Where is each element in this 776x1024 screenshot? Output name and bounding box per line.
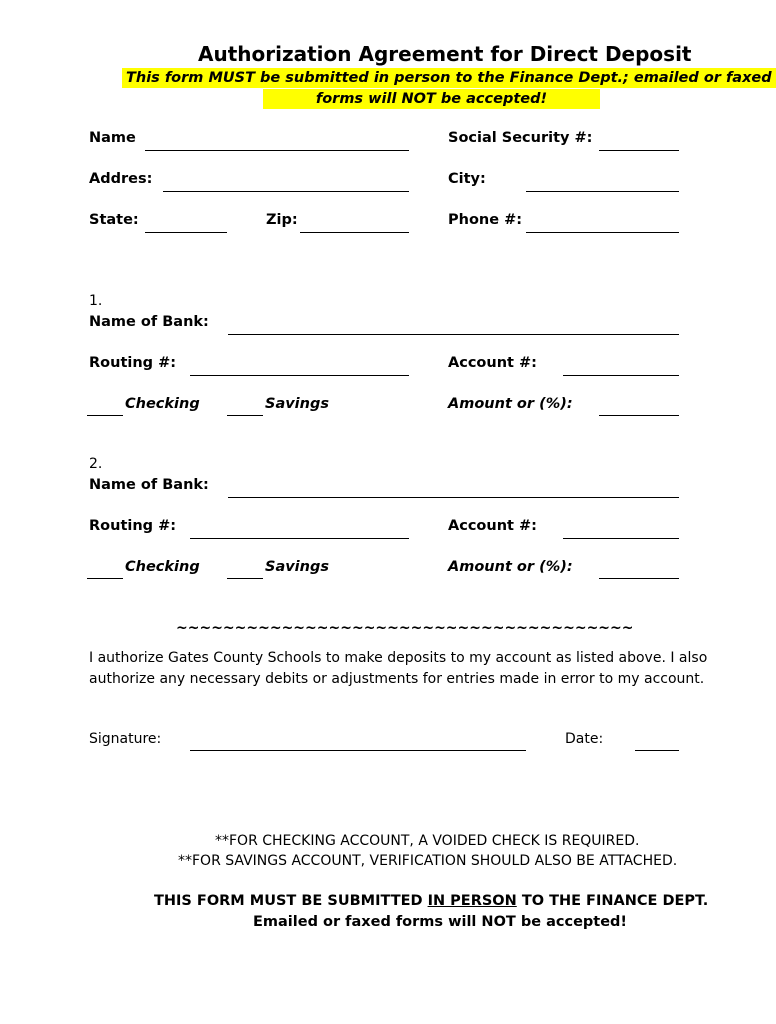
- bank-2-routing-label: Routing #:: [89, 518, 177, 534]
- footer-line-1-pre: THIS FORM MUST BE SUBMITTED: [154, 893, 428, 909]
- state-label: State:: [89, 212, 139, 228]
- footer-line-1-underlined: IN PERSON: [427, 893, 517, 909]
- bank-2-amount-field[interactable]: [599, 578, 679, 579]
- city-field[interactable]: [526, 191, 679, 192]
- bank-2-account-field[interactable]: [563, 538, 679, 539]
- bank-1-routing-label: Routing #:: [89, 355, 177, 371]
- bank-2-amount-label: Amount or (%):: [448, 559, 573, 575]
- bank-1-amount-field[interactable]: [599, 415, 679, 416]
- bank-1-savings-label: Savings: [265, 396, 329, 412]
- name-label: Name: [89, 130, 136, 146]
- authorization-line-1: I authorize Gates County Schools to make deposits to my account as listed above. I also: [89, 650, 708, 666]
- phone-field[interactable]: [526, 232, 679, 233]
- ssn-field[interactable]: [599, 150, 679, 151]
- bank-1-amount-label: Amount or (%):: [448, 396, 573, 412]
- checking-note: **FOR CHECKING ACCOUNT, A VOIDED CHECK IS REQUIRED.: [215, 833, 640, 849]
- bank-2-number: 2.: [89, 456, 103, 472]
- bank-2-routing-field[interactable]: [190, 538, 409, 539]
- zip-label: Zip:: [266, 212, 298, 228]
- bank-1-routing-field[interactable]: [190, 375, 409, 376]
- bank-1-name-label: Name of Bank:: [89, 314, 209, 330]
- form-title: Authorization Agreement for Direct Deposit: [198, 42, 692, 66]
- notice-line-2: forms will NOT be accepted!: [263, 89, 600, 109]
- bank-1-savings-blank[interactable]: [227, 415, 263, 416]
- notice-line-1: This form MUST be submitted in person to the Finance Dept.; emailed or faxed: [122, 68, 776, 88]
- bank-1-number: 1.: [89, 293, 103, 309]
- bank-2-checking-blank[interactable]: [87, 578, 123, 579]
- bank-2-checking-label: Checking: [125, 559, 200, 575]
- authorization-line-2: authorize any necessary debits or adjustments for entries made in error to my account.: [89, 671, 705, 687]
- zip-field[interactable]: [300, 232, 409, 233]
- bank-2-savings-label: Savings: [265, 559, 329, 575]
- bank-1-account-field[interactable]: [563, 375, 679, 376]
- bank-2-name-label: Name of Bank:: [89, 477, 209, 493]
- bank-1-account-label: Account #:: [448, 355, 537, 371]
- date-label: Date:: [565, 731, 604, 747]
- signature-label: Signature:: [89, 731, 162, 747]
- bank-2-savings-blank[interactable]: [227, 578, 263, 579]
- bank-1-checking-label: Checking: [125, 396, 200, 412]
- address-field[interactable]: [163, 191, 409, 192]
- footer-line-2: Emailed or faxed forms will NOT be accepted!: [253, 914, 628, 930]
- bank-1-checking-blank[interactable]: [87, 415, 123, 416]
- address-label: Addres:: [89, 171, 153, 187]
- bank-2-name-field[interactable]: [228, 497, 679, 498]
- signature-field[interactable]: [190, 750, 526, 751]
- footer-line-1-post: TO THE FINANCE DEPT.: [516, 893, 709, 909]
- bank-2-account-label: Account #:: [448, 518, 537, 534]
- date-field[interactable]: [635, 750, 679, 751]
- phone-label: Phone #:: [448, 212, 523, 228]
- footer-line-1: [154, 893, 708, 909]
- city-label: City:: [448, 171, 486, 187]
- ssn-label: Social Security #:: [448, 130, 593, 146]
- state-field[interactable]: [145, 232, 227, 233]
- bank-1-name-field[interactable]: [228, 334, 679, 335]
- separator-tildes: ~~~~~~~~~~~~~~~~~~~~~~~~~~~~~~~~~~~~~~~: [176, 620, 634, 636]
- name-field[interactable]: [145, 150, 409, 151]
- savings-note: **FOR SAVINGS ACCOUNT, VERIFICATION SHOULD ALSO BE ATTACHED.: [178, 853, 678, 869]
